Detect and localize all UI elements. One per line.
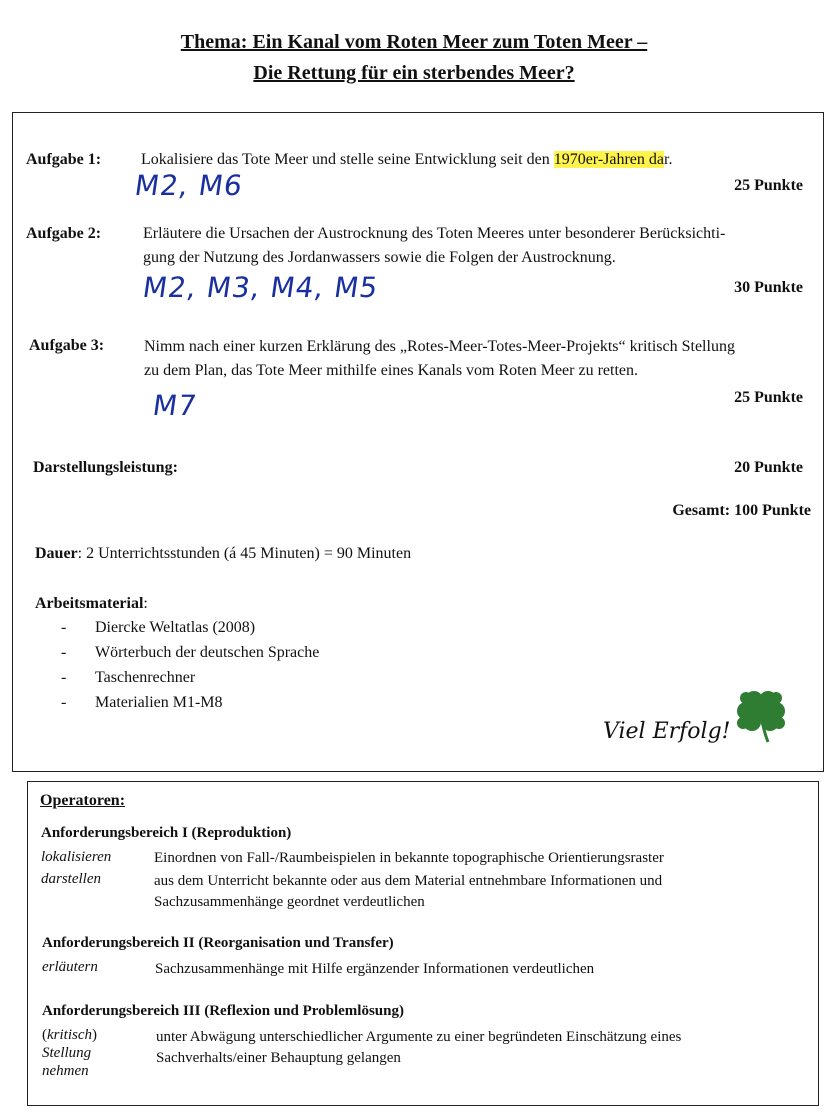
material-heading <box>35 595 148 613</box>
operator-erlaeutern: erläutern <box>42 959 98 975</box>
task-1-text <box>141 151 672 169</box>
task-3-line-1: Nimm nach einer kurzen Erklärung des „Rotes-Meer-Totes-Meer-Projekts“ kritisch Stellung <box>144 338 735 355</box>
task-1-points: 25 Punkte <box>734 177 803 194</box>
task-2-handwritten-note: M2, M3, M4, M5 <box>140 271 381 304</box>
task-box <box>12 112 824 772</box>
paren-open: ( <box>42 1027 47 1043</box>
operator-stellung-definition <box>156 1027 681 1069</box>
bereich-3-heading: Anforderungsbereich III (Reflexion und Problemlösung) <box>42 1003 404 1019</box>
definition-line: aus dem Unterricht bekannte oder aus dem Material entnehmbare Informationen und <box>154 873 663 889</box>
operator-darstellen: darstellen <box>41 871 101 887</box>
closing-text: Viel Erfolg! <box>603 719 731 744</box>
task-3-handwritten-note: M7 <box>150 389 200 422</box>
definition-line: Sachzusammenhänge geordnet verdeutlichen <box>154 894 425 910</box>
darstellung-label: Darstellungsleistung: <box>33 459 178 476</box>
bereich-1-heading: Anforderungsbereich I (Reproduktion) <box>41 825 292 841</box>
task-3-points: 25 Punkte <box>734 389 803 406</box>
operator-lokalisieren: lokalisieren <box>41 849 112 865</box>
list-item-text: Materialien M1-M8 <box>95 694 223 711</box>
task-1-highlight: 1970er-Jahren da <box>553 151 664 168</box>
list-dash: - <box>61 619 67 636</box>
darstellung-points: 20 Punkte <box>734 459 803 476</box>
list-item-text: Wörterbuch der deutschen Sprache <box>95 644 320 661</box>
material-colon: : <box>143 595 148 612</box>
duration <box>35 545 411 563</box>
task-1-label: Aufgabe 1: <box>26 151 102 168</box>
operator-kritisch: kritisch <box>47 1027 92 1043</box>
task-3-label: Aufgabe 3: <box>29 337 105 354</box>
task-1-text-before: Lokalisiere das Tote Meer und stelle seine Entwicklung seit den <box>141 151 554 168</box>
list-dash: - <box>61 644 67 661</box>
operator-kritisch-stellung-nehmen <box>42 1027 97 1080</box>
total-points: Gesamt: 100 Punkte <box>672 502 811 519</box>
task-3-line-2: zu dem Plan, das Tote Meer mithilfe eines Kanals vom Roten Meer zu retten. <box>144 362 638 379</box>
page-title-line-1: Thema: Ein Kanal vom Roten Meer zum Toten Meer – <box>180 31 648 53</box>
task-2-line-2: gung der Nutzung des Jordanwassers sowie die Folgen der Austrocknung. <box>143 249 616 266</box>
operators-title: Operatoren: <box>40 792 126 809</box>
operator-lokalisieren-definition: Einordnen von Fall-/Raumbeispielen in bekannte topographische Orientierungsraster <box>154 850 664 866</box>
list-item-text: Diercke Weltatlas (2008) <box>95 619 256 636</box>
task-3-text <box>144 335 814 383</box>
four-leaf-clover-icon <box>735 687 787 745</box>
list-item-text: Taschenrechner <box>95 669 196 686</box>
task-2-line-1: Erläutere die Ursachen der Austrocknung des Toten Meeres unter besonderer Berücksichti- <box>143 225 726 242</box>
task-1-text-after: r. <box>664 151 673 168</box>
duration-label: Dauer <box>35 545 78 562</box>
definition-line: unter Abwägung unterschiedlicher Argumente zu einer begründeten Einschätzung eines <box>156 1029 682 1045</box>
page-title-line-2: Die Rettung für ein sterbendes Meer? <box>253 62 575 84</box>
list-dash: - <box>61 669 67 686</box>
operators-box <box>27 781 819 1106</box>
task-2-text <box>143 222 813 270</box>
bereich-2-heading: Anforderungsbereich II (Reorganisation und Transfer) <box>42 935 394 951</box>
list-dash: - <box>61 694 67 711</box>
duration-text: : 2 Unterrichtsstunden (á 45 Minuten) = 90 Minuten <box>77 545 412 562</box>
task-2-points: 30 Punkte <box>734 279 803 296</box>
material-label: Arbeitsmaterial <box>35 595 144 612</box>
task-2-label: Aufgabe 2: <box>26 225 102 242</box>
operator-darstellen-definition <box>154 871 662 913</box>
definition-line: Sachverhalts/einer Behauptung gelangen <box>156 1050 401 1066</box>
paren-close: ) <box>92 1027 97 1043</box>
operator-stellung: Stellung <box>42 1045 92 1061</box>
operator-nehmen: nehmen <box>42 1063 89 1079</box>
operator-erlaeutern-definition: Sachzusammenhänge mit Hilfe ergänzender Informationen verdeutlichen <box>155 961 595 977</box>
task-1-handwritten-note: M2, M6 <box>132 169 246 202</box>
